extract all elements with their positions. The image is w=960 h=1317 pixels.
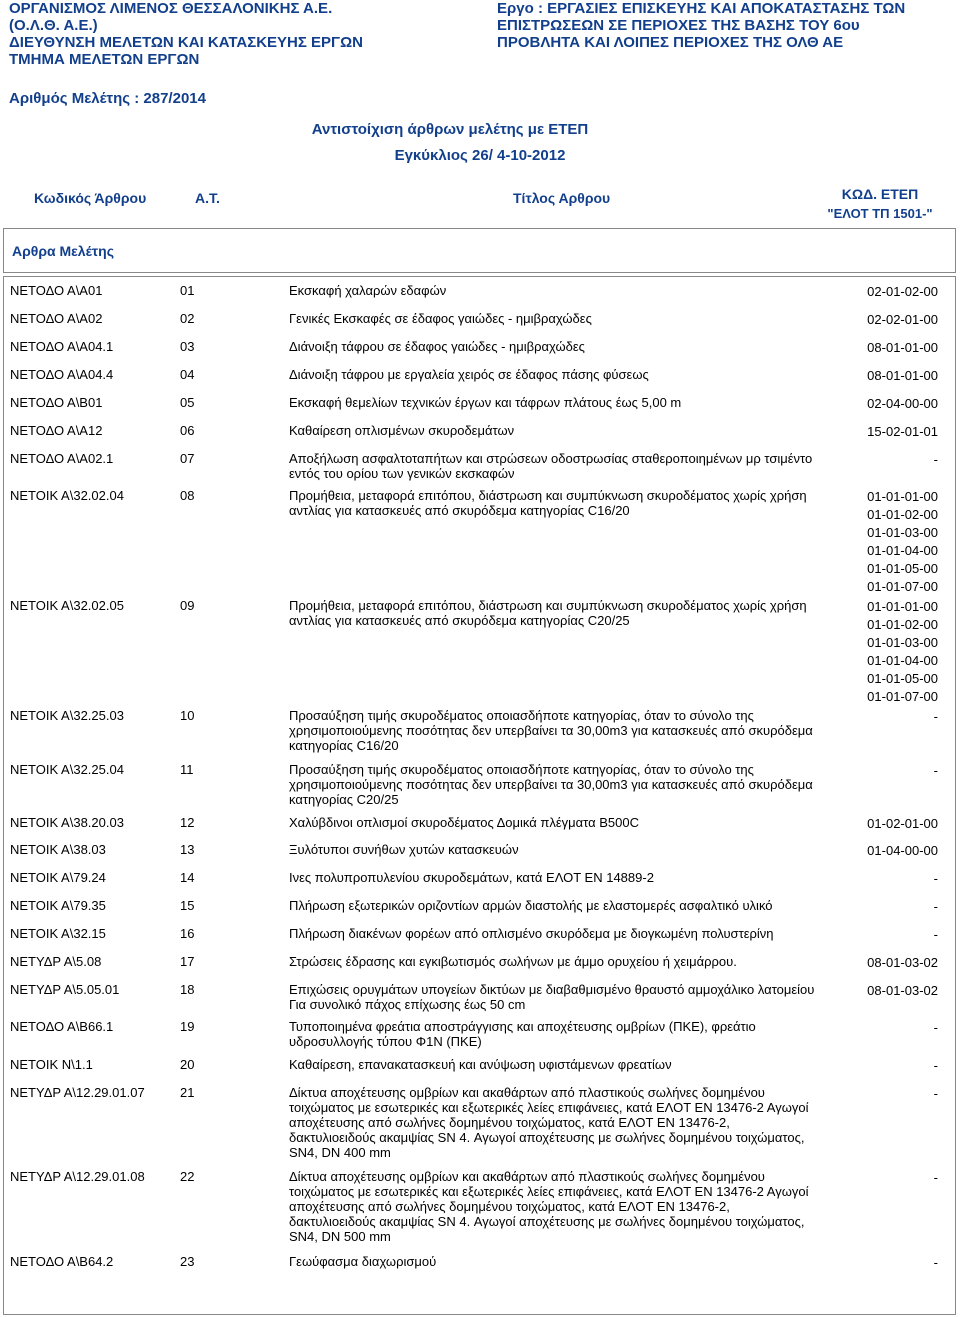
article-code: ΝΕΤΟΔΟ Α\Α02 [10, 311, 103, 326]
article-number: 20 [180, 1057, 195, 1072]
article-number: 07 [180, 451, 195, 466]
etep-codes [818, 311, 938, 329]
etep-code: 01-01-05-00 [867, 561, 938, 576]
project-line: ΕΠΙΣΤΡΩΣΕΩΝ ΣΕ ΠΕΡΙΟΧΕΣ ΤΗΣ ΒΑΣΗΣ ΤΟΥ 6ου [497, 17, 860, 34]
column-header-etep [810, 184, 950, 224]
article-code: ΝΕΤΟΙΚ Α\38.03 [10, 842, 106, 857]
article-number: 11 [180, 762, 194, 777]
article-title: Ξυλότυποι συνήθων χυτών κατασκευών [289, 842, 519, 857]
etep-code: - [933, 1170, 938, 1185]
article-title: Αποξήλωση ασφαλτοταπήτων και στρώσεων οδοστρωσίας σταθεροποιημένων μρ τσιμέντο εντός του ορίου των γενικών εκσκαφών [289, 451, 813, 481]
etep-codes [818, 898, 938, 916]
article-title: Διάνοιξη τάφρου με εργαλεία χειρός σε έδαφος πάσης φύσεως [289, 367, 649, 382]
article-title: Προμήθεια, μεταφορά επιτόπου, διάστρωση και συμπύκνωση σκυροδέματος χωρίς χρήση αντλίας για κατασκευές από σκυρόδεμα κατηγορίας C20/25 [289, 598, 807, 628]
org-line: ΟΡΓΑΝΙΣΜΟΣ ΛΙΜΕΝΟΣ ΘΕΣΣΑΛΟΝΙΚΗΣ Α.Ε. [9, 0, 333, 17]
article-title: Δίκτυα αποχέτευσης ομβρίων και ακαθάρτων από πλαστικούς σωλήνες δομημένου τοιχώματος με εσωτερικές και εξωτερικές λείες επιφάνειες, κατά ΕΛΟΤ ΕΝ 13476-2 Αγωγοί αποχέτευσης από σωλήνες δομημένου τοιχώματος, κατά ΕΛΟΤ ΕΝ 13476-2, δακτυλιοειδούς ακαμψίας SN 4. Αγωγοί αποχέτευσης με σωλήνες δομημένου τοιχώματος, SN4, DN 400 mm [289, 1085, 809, 1160]
article-title: Προσαύξηση τιμής σκυροδέματος οποιασδήποτε κατηγορίας, όταν το σύνολο της χρησιμοποιούμενης ποσότητας δεν υπερβαίνει τα 30,00m3 για κατασκευές από σκυρόδεμα κατηγορίας C16/20 [289, 708, 813, 753]
etep-codes [818, 598, 938, 706]
article-code: ΝΕΤΟΔΟ Α\Α01 [10, 283, 103, 298]
article-title: Εκσκαφή θεμελίων τεχνικών έργων και τάφρων πλάτους έως 5,00 m [289, 395, 682, 410]
article-title: Τυποποιημένα φρεάτια αποστράγγισης και αποχέτευσης ομβρίων (ΠΚΕ), φρεάτιο υδροσυλλογής τύπου Φ1Ν (ΠΚΕ) [289, 1019, 756, 1049]
etep-code: 01-01-04-00 [867, 543, 938, 558]
article-number: 03 [180, 339, 195, 354]
etep-code: 08-01-01-00 [867, 340, 938, 355]
etep-header-line2: "ΕΛΟΤ ΤΠ 1501-" [827, 206, 933, 221]
article-code: ΝΕΤΟΔΟ Α\Β66.1 [10, 1019, 114, 1034]
etep-code: 01-02-01-00 [867, 816, 938, 831]
article-number: 04 [180, 367, 195, 382]
article-code: ΝΕΤΟΔΟ Α\Α04.1 [10, 339, 114, 354]
etep-code: - [933, 452, 938, 467]
etep-code: 01-01-07-00 [867, 579, 938, 594]
project-line: Εργο : ΕΡΓΑΣΙΕΣ ΕΠΙΣΚΕΥΗΣ ΚΑΙ ΑΠΟΚΑΤΑΣΤΑΣΗΣ ΤΩΝ [497, 0, 906, 17]
article-code: ΝΕΤΥΔΡ Α\5.05.01 [10, 982, 120, 997]
etep-code: - [933, 1020, 938, 1035]
article-title: Ινες πολυπροπυλενίου σκυροδεμάτων, κατά ΕΛΟΤ ΕΝ 14889-2 [289, 870, 654, 885]
article-code: ΝΕΤΟΙΚ Α\32.02.05 [10, 598, 124, 613]
etep-code: - [933, 927, 938, 942]
etep-code: 01-01-02-00 [867, 507, 938, 522]
etep-code: 01-01-01-00 [867, 489, 938, 504]
article-code: ΝΕΤΟΙΚ Α\38.20.03 [10, 815, 124, 830]
article-title: Χαλύβδινοι οπλισμοί σκυροδέματος Δομικά πλέγματα B500C [289, 815, 639, 830]
article-number: 17 [180, 954, 195, 969]
etep-code: 02-02-01-00 [867, 312, 938, 327]
article-title: Πλήρωση εξωτερικών οριζοντίων αρμών διαστολής με ελαστομερές ασφαλτικό υλικό [289, 898, 773, 913]
etep-code: 01-01-02-00 [867, 617, 938, 632]
article-number: 09 [180, 598, 195, 613]
etep-codes [818, 395, 938, 413]
article-title: Εκσκαφή χαλαρών εδαφών [289, 283, 447, 298]
page-title: Αντιστοίχιση άρθρων μελέτης με ΕΤΕΠ [311, 121, 589, 138]
etep-codes [818, 1019, 938, 1037]
etep-codes [818, 488, 938, 596]
article-code: ΝΕΤΟΙΚ Ν\1.1 [10, 1057, 93, 1072]
article-number: 19 [180, 1019, 195, 1034]
etep-codes [818, 1254, 938, 1272]
article-code: ΝΕΤΥΔΡ Α\5.08 [10, 954, 102, 969]
etep-code: 01-01-03-00 [867, 635, 938, 650]
article-title: Γενικές Εκσκαφές σε έδαφος γαιώδες - ημιβραχώδες [289, 311, 592, 326]
article-code: ΝΕΤΟΙΚ Α\32.25.04 [10, 762, 124, 777]
article-title: Καθαίρεση οπλισμένων σκυροδεμάτων [289, 423, 515, 438]
etep-codes [818, 815, 938, 833]
etep-codes [818, 954, 938, 972]
org-line: ΤΜΗΜΑ ΜΕΛΕΤΩΝ ΕΡΓΩΝ [9, 51, 200, 68]
section-label: Αρθρα Μελέτης [12, 243, 114, 259]
article-title: Γεωύφασμα διαχωρισμού [289, 1254, 437, 1269]
etep-code: 02-01-02-00 [867, 284, 938, 299]
etep-code: 15-02-01-01 [867, 424, 938, 439]
article-number: 22 [180, 1169, 195, 1184]
org-line: (Ο.Λ.Θ. Α.Ε.) [9, 17, 98, 34]
article-code: ΝΕΤΟΔΟ Α\Α02.1 [10, 451, 114, 466]
article-title: Διάνοιξη τάφρου σε έδαφος γαιώδες - ημιβραχώδες [289, 339, 585, 354]
etep-codes [818, 708, 938, 726]
article-title: Καθαίρεση, επανακατασκευή και ανύψωση υφιστάμενων φρεατίων [289, 1057, 672, 1072]
article-number: 18 [180, 982, 195, 997]
article-code: ΝΕΤΟΔΟ Α\Β01 [10, 395, 103, 410]
article-code: ΝΕΤΥΔΡ Α\12.29.01.07 [10, 1085, 145, 1100]
etep-code: 08-01-03-02 [867, 983, 938, 998]
article-number: 13 [180, 842, 195, 857]
article-number: 10 [180, 708, 195, 723]
article-number: 14 [180, 870, 195, 885]
article-number: 21 [180, 1085, 195, 1100]
article-code: ΝΕΤΟΙΚ Α\32.25.03 [10, 708, 124, 723]
article-code: ΝΕΤΟΙΚ Α\79.24 [10, 870, 106, 885]
etep-codes [818, 367, 938, 385]
etep-code: 01-01-07-00 [867, 689, 938, 704]
article-number: 02 [180, 311, 195, 326]
article-title: Δίκτυα αποχέτευσης ομβρίων και ακαθάρτων από πλαστικούς σωλήνες δομημένου τοιχώματος με εσωτερικές και εξωτερικές λείες επιφάνειες, κατά ΕΛΟΤ ΕΝ 13476-2 Αγωγοί αποχέτευσης από σωλήνες δομημένου τοιχώματος, κατά ΕΛΟΤ ΕΝ 13476-2, δακτυλιοειδούς ακαμψίας SN 4. Αγωγοί αποχέτευσης με σωλήνες δομημένου τοιχώματος, SN4, DN 500 mm [289, 1169, 809, 1244]
article-number: 08 [180, 488, 195, 503]
article-code: ΝΕΤΟΔΟ Α\Β64.2 [10, 1254, 114, 1269]
article-title: Προσαύξηση τιμής σκυροδέματος οποιασδήποτε κατηγορίας, όταν το σύνολο της χρησιμοποιούμενης ποσότητας δεν υπερβαίνει τα 30,00m3 για κατασκευές από σκυρόδεμα κατηγορίας C20/25 [289, 762, 813, 807]
etep-code: 01-01-01-00 [867, 599, 938, 614]
article-code: ΝΕΤΟΙΚ Α\79.35 [10, 898, 106, 913]
etep-codes [818, 926, 938, 944]
article-number: 16 [180, 926, 195, 941]
org-line: ΔΙΕΥΘΥΝΣΗ ΜΕΛΕΤΩΝ ΚΑΙ ΚΑΤΑΣΚΕΥΗΣ ΕΡΓΩΝ [9, 34, 363, 51]
article-title: Πλήρωση διακένων φορέων από οπλισμένο σκυρόδεμα με διογκωμένη πολυστερίνη [289, 926, 774, 941]
page-subtitle: Εγκύκλιος 26/ 4-10-2012 [394, 147, 566, 164]
etep-code: - [933, 1086, 938, 1101]
etep-code: - [933, 871, 938, 886]
etep-code: - [933, 899, 938, 914]
etep-codes [818, 451, 938, 469]
etep-code: 01-01-04-00 [867, 653, 938, 668]
etep-codes [818, 283, 938, 301]
article-number: 12 [180, 815, 195, 830]
etep-code: 08-01-01-00 [867, 368, 938, 383]
etep-code: 02-04-00-00 [867, 396, 938, 411]
article-number: 15 [180, 898, 195, 913]
etep-codes [818, 762, 938, 780]
project-header [497, 0, 957, 51]
column-header-at: Α.Τ. [195, 190, 220, 206]
etep-codes [818, 1169, 938, 1187]
etep-code: - [933, 763, 938, 778]
etep-codes [818, 1085, 938, 1103]
etep-codes [818, 1057, 938, 1075]
column-header-title: Τίτλος Αρθρου [513, 190, 611, 206]
article-code: ΝΕΤΟΙΚ Α\32.15 [10, 926, 106, 941]
etep-code: - [933, 1255, 938, 1270]
etep-codes [818, 870, 938, 888]
etep-codes [818, 842, 938, 860]
article-title: Προμήθεια, μεταφορά επιτόπου, διάστρωση και συμπύκνωση σκυροδέματος χωρίς χρήση αντλίας για κατασκευές από σκυρόδεμα κατηγορίας C16/20 [289, 488, 807, 518]
article-code: ΝΕΤΟΔΟ Α\Α12 [10, 423, 103, 438]
article-number: 05 [180, 395, 195, 410]
article-number: 23 [180, 1254, 195, 1269]
article-code: ΝΕΤΥΔΡ Α\12.29.01.08 [10, 1169, 145, 1184]
etep-code: 08-01-03-02 [867, 955, 938, 970]
article-code: ΝΕΤΟΙΚ Α\32.02.04 [10, 488, 124, 503]
etep-code: 01-04-00-00 [867, 843, 938, 858]
etep-codes [818, 423, 938, 441]
etep-codes [818, 339, 938, 357]
etep-code: - [933, 709, 938, 724]
project-line: ΠΡΟΒΛΗΤΑ ΚΑΙ ΛΟΙΠΕΣ ΠΕΡΙΟΧΕΣ ΤΗΣ ΟΛΘ ΑΕ [497, 34, 844, 51]
article-number: 01 [180, 283, 195, 298]
article-number: 06 [180, 423, 195, 438]
etep-codes [818, 982, 938, 1000]
article-title: Στρώσεις έδρασης και εγκιβωτισμός σωλήνων με άμμο ορυχείου ή χειμάρρου. [289, 954, 737, 969]
study-number: Αριθμός Μελέτης : 287/2014 [9, 90, 206, 107]
etep-header-line1: ΚΩΔ. ΕΤΕΠ [841, 186, 919, 202]
etep-code: 01-01-05-00 [867, 671, 938, 686]
etep-code: 01-01-03-00 [867, 525, 938, 540]
article-code: ΝΕΤΟΔΟ Α\Α04.4 [10, 367, 114, 382]
etep-code: - [933, 1058, 938, 1073]
organization-header [9, 0, 429, 68]
section-row [3, 228, 956, 273]
article-title: Επιχώσεις ορυγμάτων υπογείων δικτύων με διαβαθμισμένο θραυστό αμμοχάλικο λατομείου Για συνολικό πάχος επίχωσης έως 50 cm [289, 982, 815, 1012]
column-header-code: Κωδικός Άρθρου [34, 190, 147, 206]
